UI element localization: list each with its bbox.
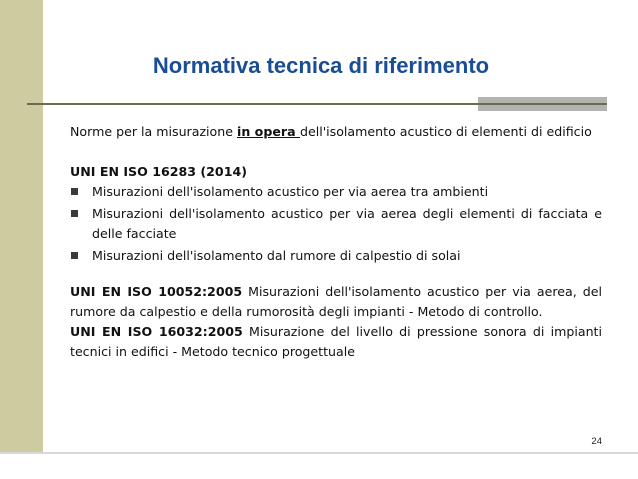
intro-text-before: Norme per la misurazione — [70, 124, 237, 139]
bullet-square-icon — [71, 210, 78, 217]
intro-emphasis: in opera — [237, 124, 300, 139]
standard-3-paragraph — [70, 322, 602, 362]
bullet-item-text: Misurazioni dell'isolamento acustico per via aerea tra ambienti — [92, 184, 489, 199]
standard-3-code: UNI EN ISO 16032:2005 — [70, 324, 243, 339]
bullet-square-icon — [71, 188, 78, 195]
side-decoration-bar — [0, 0, 43, 452]
spacer — [70, 268, 602, 282]
bullet-item — [70, 246, 602, 266]
bullet-item-text: Misurazioni dell'isolamento dal rumore di calpestio di solai — [92, 248, 461, 263]
footer-rule — [0, 452, 638, 454]
page-number: 24 — [591, 436, 602, 447]
intro-text-after: dell'isolamento acustico di elementi di edificio — [299, 124, 592, 139]
intro-line — [70, 122, 602, 142]
title-rule — [27, 103, 607, 105]
standard-2-paragraph — [70, 282, 602, 322]
bullet-square-icon — [71, 252, 78, 259]
slide-body — [70, 122, 602, 362]
bullet-item-text: Misurazioni dell'isolamento acustico per via aerea degli elementi di facciata e delle facciate — [92, 206, 602, 241]
bullet-item — [70, 182, 602, 202]
standard-2-text: Misurazioni dell'isolamento acustico per via aerea, del rumore da calpestio e della rumorosità degli impianti - Metodo di controllo. — [70, 284, 602, 319]
standard-3-text: Misurazione del livello di pressione sonora di impianti tecnici in edifici - Metodo tecnico progettuale — [70, 324, 602, 359]
standard-1-code: UNI EN ISO 16283 (2014) — [70, 164, 247, 179]
standard-2-code: UNI EN ISO 10052:2005 — [70, 284, 243, 299]
slide-title: Normativa tecnica di riferimento — [152, 53, 490, 78]
spacer — [70, 142, 602, 162]
bullet-item — [70, 204, 602, 244]
